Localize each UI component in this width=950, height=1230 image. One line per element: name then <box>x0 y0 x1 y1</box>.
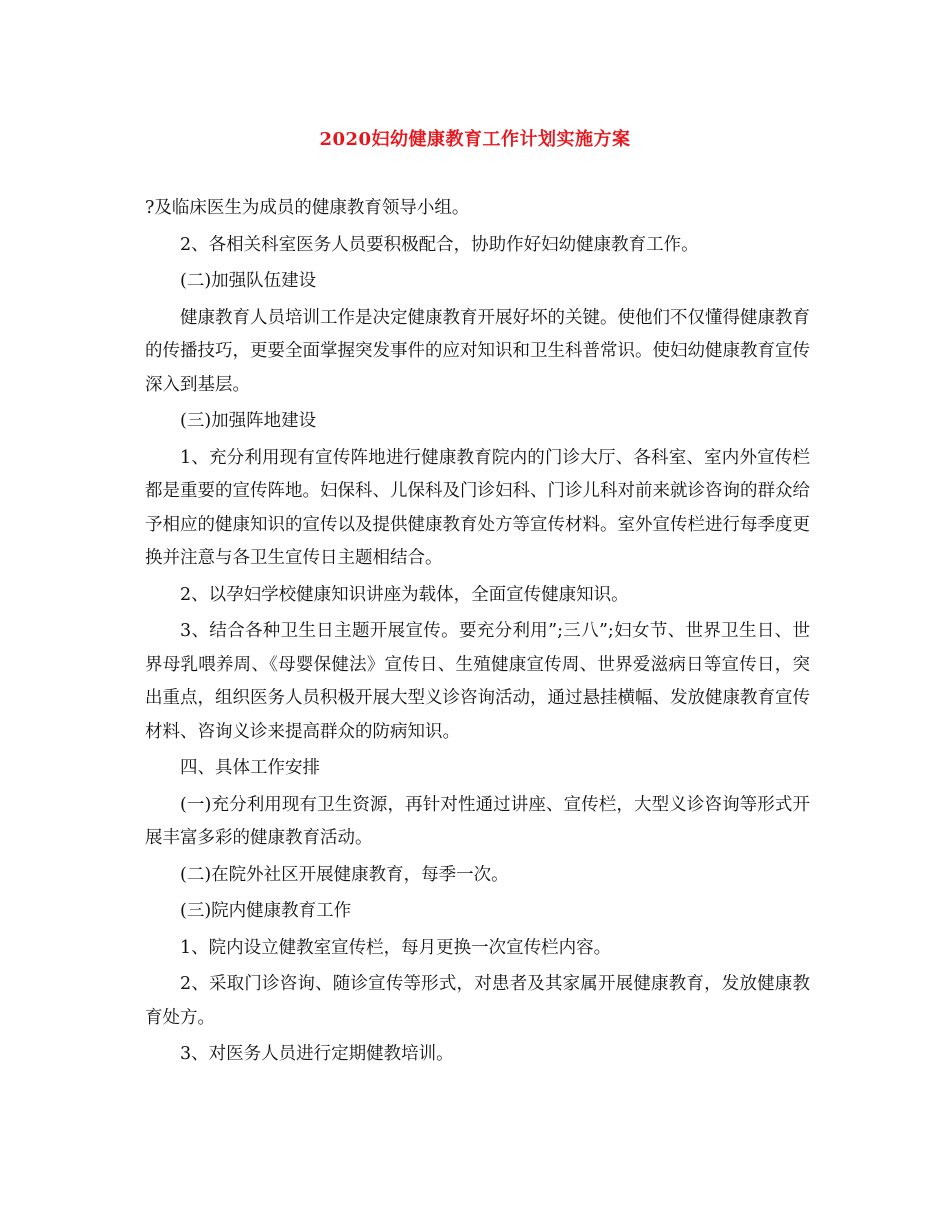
paragraph: 四、具体工作安排 <box>180 758 320 778</box>
paragraph: 2、采取门诊咨询、随诊宣传等形式，对患者及其家属开展健康教育，发放健康教育处方。 <box>145 974 810 1028</box>
paragraph: (三)院内健康教育工作 <box>180 901 352 921</box>
paragraph: ?及临床医生为成员的健康教育领导小组。 <box>145 198 470 218</box>
paragraph: 3、对医务人员进行定期健教培训。 <box>180 1044 454 1064</box>
paragraph: (一)充分利用现有卫生资源，再针对性通过讲座、宣传栏，大型义诊咨询等形式开展丰富多彩的健康教育活动。 <box>145 794 810 848</box>
paragraph: 3、结合各种卫生日主题开展宣传。要充分利用”;三八”;妇女节、世界卫生日、世界母乳喂养周、《母婴保健法》宣传日、生殖健康宣传周、世界爱滋病日等宣传日，突出重点，组织医务人员积极开展大型义诊咨询活动，通过悬挂横幅、发放健康教育宣传材料、咨询义诊来提高群众的防病知识。 <box>145 621 810 742</box>
paragraph: (二)加强队伍建设 <box>180 271 317 291</box>
document-title: 2020妇幼健康教育工作计划实施方案 <box>319 129 631 150</box>
paragraph: 2、各相关科室医务人员要积极配合，协助作好妇幼健康教育工作。 <box>180 234 699 255</box>
document-body <box>145 192 810 1075</box>
paragraph: 1、院内设立健教室宣传栏，每月更换一次宣传栏内容。 <box>180 937 612 958</box>
paragraph: 1、充分利用现有宣传阵地进行健康教育院内的门诊大厅、各科室、室内外宣传栏都是重要的宣传阵地。妇保科、儿保科及门诊妇科、门诊儿科对前来就诊咨询的群众给予相应的健康知识的宣传以及提供健康教育处方等宣传材料。室外宣传栏进行每季度更换并注意与各卫生宣传日主题相结合。 <box>145 447 810 568</box>
paragraph: 健康教育人员培训工作是决定健康教育开展好坏的关键。使他们不仅懂得健康教育的传播技巧，更要全面掌握突发事件的应对知识和卫生科普常识。使妇幼健康教育宣传深入到基层。 <box>145 307 810 395</box>
paragraph: (三)加强阵地建设 <box>180 411 317 431</box>
paragraph: 2、以孕妇学校健康知识讲座为载体，全面宣传健康知识。 <box>180 584 629 605</box>
paragraph: (二)在院外社区开展健康教育，每季一次。 <box>180 864 509 885</box>
